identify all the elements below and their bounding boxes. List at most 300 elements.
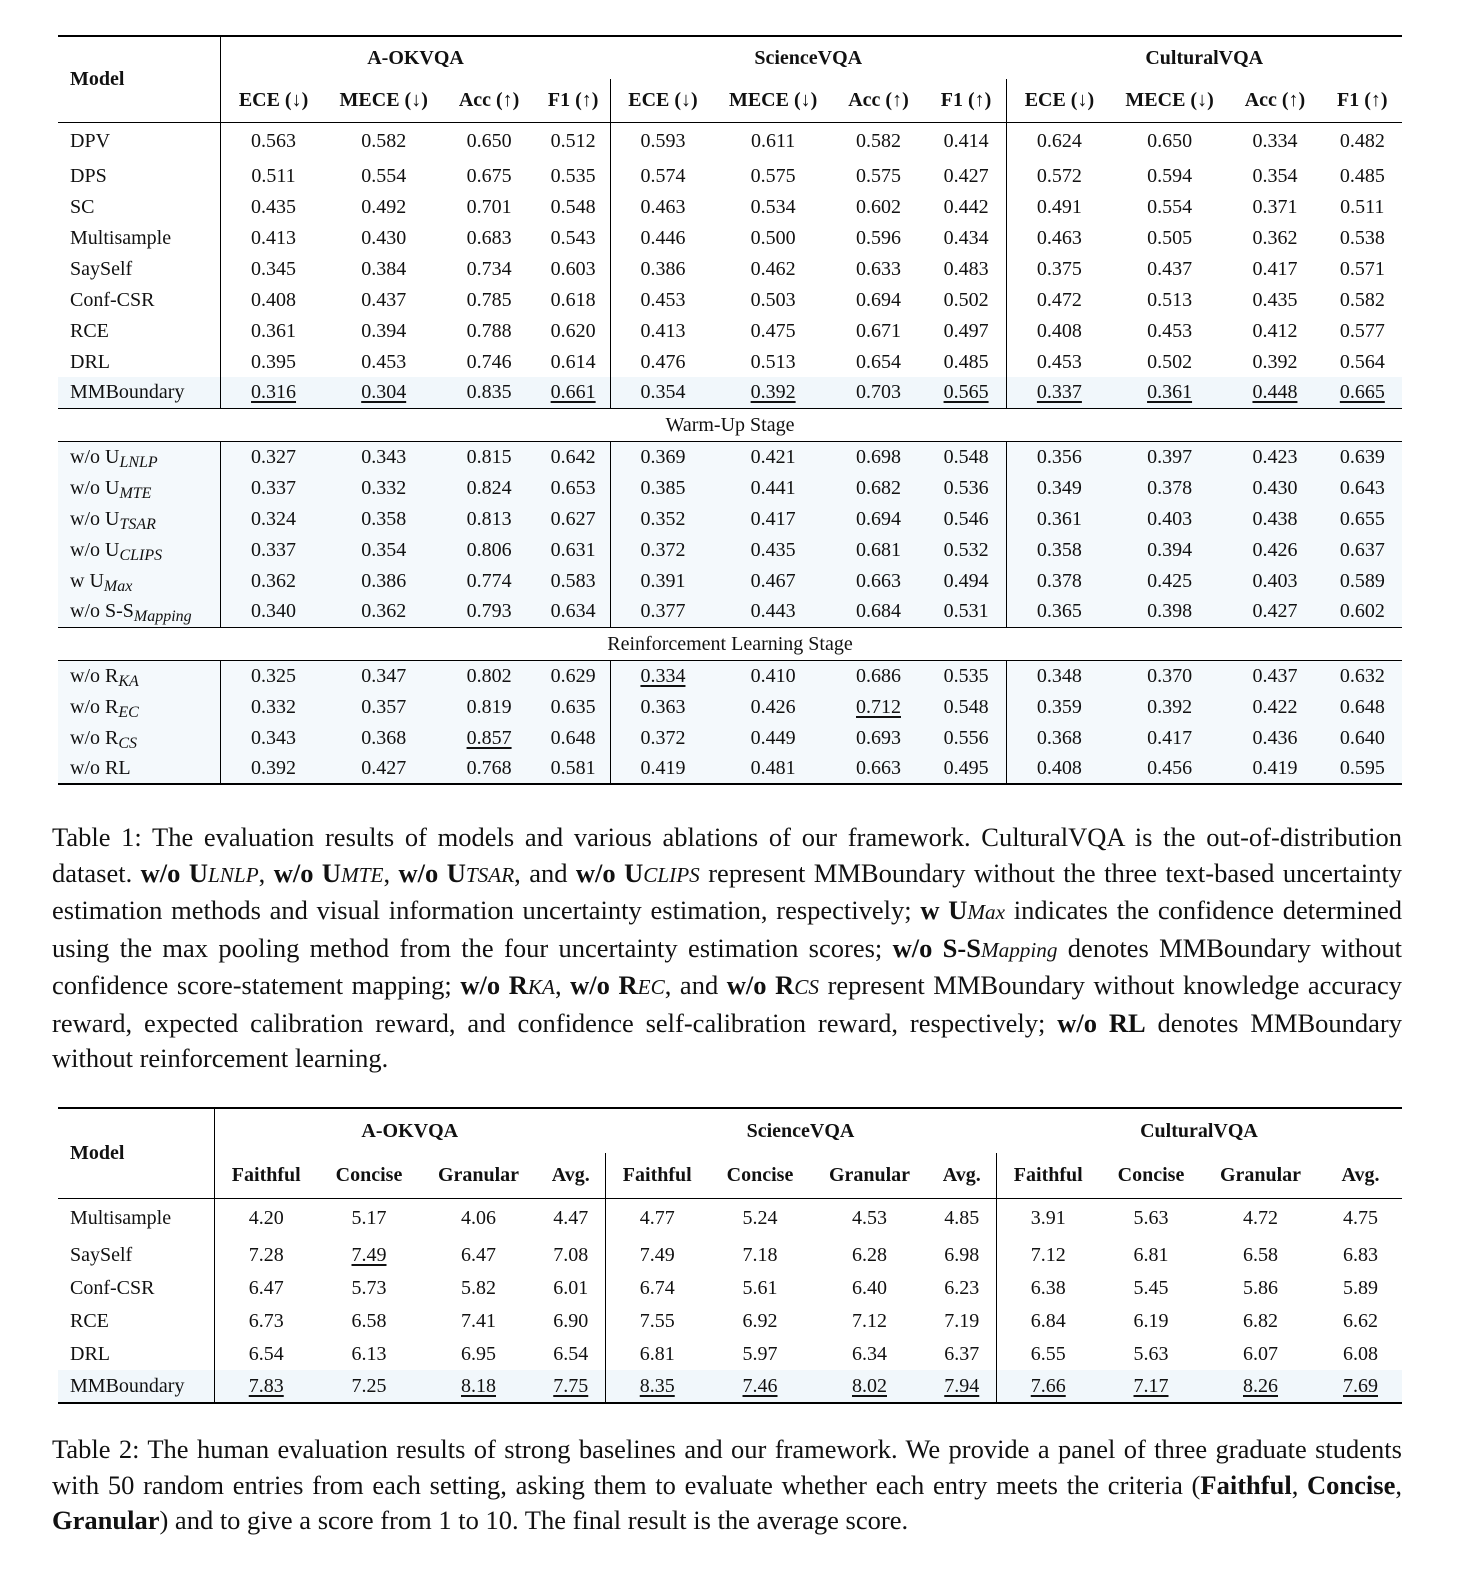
table-2 [58,1107,1402,1404]
model-name [58,596,221,627]
value-cell: 0.577 [1339,319,1385,342]
value-cell: 7.83 [214,1370,318,1403]
value-cell: 3.91 [996,1198,1100,1238]
value-cell: 0.340 [221,596,326,627]
value-cell: 0.494 [926,565,1006,596]
value-cell: 5.86 [1243,1276,1278,1299]
value-cell: 5.61 [742,1276,778,1299]
value-cell: 0.362 [221,565,326,596]
value-cell: 0.701 [466,195,512,218]
metric-header: Avg. [537,1153,605,1198]
value-cell: 6.19 [1133,1309,1169,1332]
value-cell: 0.426 [1227,534,1322,565]
value-cell: 0.694 [856,288,901,311]
value-cell: 0.768 [441,753,536,784]
value-cell: 6.40 [852,1276,887,1299]
group-header: ScienceVQA [605,1108,996,1153]
value-cell: 0.698 [831,441,926,472]
value-cell: 0.435 [1252,288,1298,311]
value-cell: 6.54 [553,1342,589,1365]
metric-header: Granular [811,1153,928,1198]
value-cell: 0.377 [610,596,715,627]
value-cell: 0.437 [1147,257,1193,280]
value-cell: 0.639 [1323,441,1402,472]
model-name: SaySelf [70,257,133,280]
value-cell: 0.370 [1112,660,1227,691]
value-cell: 0.463 [1006,222,1111,253]
value-cell: 0.802 [441,660,536,691]
value-cell: 0.427 [326,753,441,784]
value-cell: 0.686 [831,660,926,691]
value-cell: 0.361 [1006,503,1111,534]
value-cell: 7.17 [1100,1370,1202,1403]
value-cell: 0.505 [1147,226,1193,249]
stage-header-row [58,627,1402,660]
table-row [58,503,1402,534]
value-cell: 0.614 [550,350,596,373]
value-cell: 0.363 [610,691,715,722]
caption-term: w/o S-S [892,932,981,963]
caption-subscript: LNLP [208,862,259,887]
value-cell: 0.443 [715,596,830,627]
table-2-body [58,1198,1402,1403]
value-cell: 0.375 [1006,253,1111,284]
value-cell: 5.82 [461,1276,496,1299]
caption-term: w/o R [726,970,795,1000]
value-cell: 6.58 [1243,1243,1278,1266]
caption-text: The evaluation results of models and various ablations of our framework. CulturalVQA is the out-of-distribution dataset. [52,822,1403,888]
value-cell: 0.589 [1323,565,1402,596]
caption-text: , and [514,857,576,888]
value-cell: 6.74 [605,1271,709,1304]
value-cell: 0.423 [1227,441,1322,472]
model-name: DPS [70,164,107,187]
metric-header: Acc (↑) [441,79,536,122]
value-cell: 0.582 [831,122,926,160]
value-cell: 0.337 [1006,377,1111,408]
value-cell: 0.785 [466,288,512,311]
value-cell: 0.347 [326,660,441,691]
caption-term: w U [920,895,968,925]
value-cell: 0.703 [831,377,926,408]
value-cell: 0.548 [926,691,1006,722]
caption-subscript: CS [794,975,819,999]
value-cell: 0.397 [1112,441,1227,472]
table-row [58,1198,1402,1238]
value-cell: 0.354 [610,377,715,408]
table-row [58,191,1402,222]
value-cell: 0.430 [361,226,407,249]
value-cell: 0.413 [610,315,715,346]
caption-text: , and [664,970,727,1000]
value-cell: 0.368 [1006,722,1111,753]
value-cell: 0.813 [441,503,536,534]
value-cell: 0.581 [537,753,610,784]
value-cell: 0.583 [537,565,610,596]
value-cell: 0.663 [831,753,926,784]
caption-term: w/o RL [1057,1007,1146,1038]
model-header: Model [58,36,221,122]
value-cell: 7.69 [1319,1370,1402,1403]
value-cell: 0.602 [856,195,901,218]
value-cell: 0.497 [943,319,989,342]
value-cell: 0.446 [610,222,715,253]
value-cell: 0.536 [926,472,1006,503]
stage-header-row [58,408,1402,441]
value-cell: 0.631 [537,534,610,565]
model-name: MMBoundary [58,377,221,408]
group-header: A-OKVQA [221,36,610,79]
value-cell: 6.58 [351,1309,387,1332]
value-cell: 7.18 [742,1243,778,1266]
model-name: RCE [70,319,109,342]
value-cell: 0.398 [1112,596,1227,627]
ablation-subscript: CS [118,734,138,752]
model-name [58,722,221,753]
value-cell: 0.502 [943,288,989,311]
value-cell: 0.593 [610,122,715,160]
value-cell: 7.12 [996,1238,1100,1271]
value-cell: 0.361 [1112,377,1227,408]
value-cell: 0.357 [326,691,441,722]
stage-title: Warm-Up Stage [58,408,1402,441]
model-name [58,565,221,596]
caption-term: w/o U [398,857,466,888]
value-cell: 0.603 [550,257,596,280]
value-cell: 5.63 [1100,1198,1202,1238]
value-cell: 0.512 [537,122,610,160]
value-cell: 0.624 [1006,122,1111,160]
value-cell: 6.38 [996,1271,1100,1304]
value-cell: 0.653 [537,472,610,503]
value-cell: 0.332 [326,472,441,503]
value-cell: 6.34 [852,1342,887,1365]
value-cell: 8.35 [605,1370,709,1403]
value-cell: 0.437 [1227,660,1322,691]
table-row [58,596,1402,627]
value-cell: 0.633 [856,257,901,280]
metric-header: F1 (↑) [926,79,1006,122]
value-cell: 0.543 [550,226,596,249]
value-cell: 0.349 [1006,472,1111,503]
ablation-prefix: w/o U [70,507,120,530]
value-cell: 0.620 [550,319,596,342]
value-cell: 0.663 [831,565,926,596]
value-cell: 7.55 [605,1304,709,1337]
value-cell: 0.372 [610,722,715,753]
value-cell: 8.18 [420,1370,537,1403]
ablation-prefix: w/o R [70,695,119,718]
value-cell: 0.563 [221,122,326,160]
value-cell: 0.665 [1323,377,1402,408]
value-cell: 0.475 [750,319,796,342]
caption-label: Table 2: [52,1434,140,1464]
value-cell: 0.483 [943,257,989,280]
value-cell: 4.75 [1319,1198,1402,1238]
value-cell: 6.90 [553,1309,589,1332]
value-cell: 0.681 [831,534,926,565]
value-cell: 0.414 [926,122,1006,160]
value-cell: 0.441 [715,472,830,503]
value-cell: 0.643 [1323,472,1402,503]
table-row [58,160,1402,191]
value-cell: 6.07 [1243,1342,1278,1365]
value-cell: 6.73 [214,1304,318,1337]
value-cell: 0.394 [361,319,407,342]
caption-text: represent MMBoundary without the three text-based uncertainty estimation methods and visual information uncertainty estimation, respectively; [52,857,1403,925]
value-cell: 0.572 [1006,160,1111,191]
model-header: Model [58,1108,214,1198]
value-cell: 0.492 [361,195,407,218]
value-cell: 8.26 [1202,1370,1319,1403]
ablation-prefix: w/o R [70,664,119,687]
value-cell: 7.49 [351,1243,387,1266]
ablation-subscript: MTE [119,484,152,502]
model-name [58,441,221,472]
table-row [58,1337,1402,1370]
value-cell: 0.327 [221,441,326,472]
table-row [58,565,1402,596]
value-cell: 0.408 [221,284,326,315]
value-cell: 6.28 [852,1243,887,1266]
table-row [58,222,1402,253]
table-row [58,284,1402,315]
value-cell: 0.693 [831,722,926,753]
metric-header: Concise [1100,1153,1202,1198]
value-cell: 0.334 [1227,122,1322,160]
value-cell: 0.503 [750,288,796,311]
value-cell: 0.535 [926,660,1006,691]
value-cell: 4.72 [1202,1198,1319,1238]
value-cell: 0.594 [1147,164,1193,187]
value-cell: 0.403 [1112,503,1227,534]
value-cell: 0.534 [750,195,796,218]
metric-header: Avg. [928,1153,996,1198]
value-cell: 0.632 [1323,660,1402,691]
value-cell: 0.675 [466,164,512,187]
value-cell: 0.372 [610,534,715,565]
value-cell: 7.25 [318,1370,420,1403]
value-cell: 0.857 [441,722,536,753]
metric-header: Faithful [214,1153,318,1198]
value-cell: 0.582 [1339,288,1385,311]
table-row [58,722,1402,753]
value-cell: 6.23 [944,1276,980,1299]
caption-term: w/o U [273,857,342,888]
value-cell: 7.08 [553,1243,589,1266]
caption-subscript: TSAR [465,862,515,887]
value-cell: 0.378 [1112,472,1227,503]
model-name: SC [70,195,95,218]
caption-text: denotes MMBoundary without reinforcement learning. [52,1007,1402,1073]
group-header: A-OKVQA [214,1108,605,1153]
caption-subscript: Mapping [980,937,1058,962]
metric-header: Faithful [996,1153,1100,1198]
value-cell: 0.554 [361,164,407,187]
value-cell: 0.467 [715,565,830,596]
value-cell: 0.538 [1339,226,1385,249]
value-cell: 0.618 [550,288,596,311]
caption-subscript: KA [527,975,555,999]
value-cell: 0.824 [441,472,536,503]
metric-header: F1 (↑) [537,79,610,122]
ablation-subscript: CLIPS [119,546,163,564]
value-cell: 0.535 [550,164,596,187]
ablation-prefix: w U [70,569,104,592]
value-cell: 4.06 [420,1198,537,1238]
value-cell: 0.425 [1112,565,1227,596]
value-cell: 0.345 [221,253,326,284]
value-cell: 0.482 [1323,122,1402,160]
model-name [58,472,221,503]
value-cell: 0.316 [221,377,326,408]
value-cell: 0.462 [750,257,796,280]
model-name: DRL [70,350,110,373]
value-cell: 0.511 [1340,195,1385,218]
value-cell: 0.532 [926,534,1006,565]
value-cell: 0.655 [1323,503,1402,534]
value-cell: 0.513 [750,350,796,373]
metric-header: Acc (↑) [1227,79,1322,122]
value-cell: 0.358 [326,503,441,534]
value-cell: 6.95 [461,1342,496,1365]
value-cell: 0.384 [361,257,407,280]
value-cell: 0.734 [466,257,512,280]
caption-text: ) and to give a score from 1 to 10. The final result is the average score. [159,1505,909,1535]
value-cell: 0.419 [1227,753,1322,784]
value-cell: 6.55 [996,1337,1100,1370]
caption-term: w/o U [140,857,208,888]
metric-header: F1 (↑) [1323,79,1402,122]
caption-text: , [1291,1469,1308,1500]
value-cell: 0.427 [943,164,989,187]
table-row [58,1304,1402,1337]
table-1-main-body [58,122,1402,408]
value-cell: 6.54 [214,1337,318,1370]
table-row [58,534,1402,565]
value-cell: 0.421 [715,441,830,472]
value-cell: 0.354 [1252,164,1298,187]
value-cell: 0.408 [1006,753,1111,784]
value-cell: 6.81 [1133,1243,1169,1266]
value-cell: 0.453 [1147,319,1193,342]
ablation-subscript: Max [103,577,133,595]
value-cell: 0.422 [1227,691,1322,722]
value-cell: 0.694 [831,503,926,534]
value-cell: 0.392 [715,377,830,408]
value-cell: 0.453 [1006,346,1111,377]
value-cell: 0.392 [1252,350,1298,373]
metric-header-row [58,79,1402,122]
value-cell: 0.356 [1006,441,1111,472]
value-cell: 6.81 [605,1337,709,1370]
value-cell: 0.650 [1112,122,1227,160]
value-cell: 0.417 [1252,257,1298,280]
value-cell: 0.435 [715,534,830,565]
caption-text: , [1395,1469,1402,1500]
value-cell: 0.806 [441,534,536,565]
value-cell: 0.683 [466,226,512,249]
ablation-prefix: w/o R [70,726,119,749]
value-cell: 5.45 [1133,1276,1169,1299]
table-1-caption [52,820,1402,1077]
model-name [58,660,221,691]
value-cell: 7.12 [852,1309,887,1332]
value-cell: 0.642 [537,441,610,472]
group-header: ScienceVQA [610,36,1006,79]
value-cell: 0.352 [610,503,715,534]
value-cell: 0.495 [926,753,1006,784]
value-cell: 0.337 [221,534,326,565]
model-name: MMBoundary [58,1370,214,1403]
value-cell: 0.362 [326,596,441,627]
value-cell: 0.385 [610,472,715,503]
value-cell: 0.426 [715,691,830,722]
value-cell: 0.634 [537,596,610,627]
value-cell: 0.368 [326,722,441,753]
value-cell: 0.369 [610,441,715,472]
value-cell: 0.343 [326,441,441,472]
value-cell: 0.378 [1006,565,1111,596]
table-row [58,346,1402,377]
value-cell: 6.62 [1343,1309,1378,1332]
value-cell: 0.337 [221,472,326,503]
value-cell: 0.395 [221,346,326,377]
table-2-caption [52,1432,1402,1539]
metric-header: MECE (↓) [1112,79,1227,122]
model-name [58,753,221,784]
metric-header: Granular [420,1153,537,1198]
value-cell: 5.63 [1133,1342,1169,1365]
caption-text: , [383,857,399,888]
caption-text: denotes MMBoundary without confidence score-statement mapping; [52,932,1402,1000]
group-header: CulturalVQA [996,1108,1402,1153]
value-cell: 0.417 [1112,722,1227,753]
ablation-subscript: KA [118,672,139,690]
model-name: SaySelf [70,1243,133,1266]
value-cell: 0.502 [1147,350,1193,373]
value-cell: 0.437 [361,288,407,311]
value-cell: 5.24 [709,1198,811,1238]
value-cell: 0.575 [856,164,901,187]
value-cell: 7.19 [944,1309,980,1332]
ablation-prefix: w/o S-S [70,600,134,623]
value-cell: 0.434 [943,226,989,249]
value-cell: 0.304 [326,377,441,408]
metric-header: ECE (↓) [221,79,326,122]
value-cell: 6.13 [351,1342,387,1365]
table-row [58,691,1402,722]
value-cell: 0.500 [750,226,796,249]
value-cell: 0.419 [610,753,715,784]
value-cell: 4.47 [537,1198,605,1238]
value-cell: 0.453 [361,350,407,373]
value-cell: 0.430 [1227,472,1322,503]
ablation-prefix: w/o U [70,538,120,561]
value-cell: 4.53 [811,1198,928,1238]
value-cell: 0.595 [1323,753,1402,784]
value-cell: 0.671 [856,319,901,342]
value-cell: 0.324 [221,503,326,534]
metric-header: MECE (↓) [715,79,830,122]
value-cell: 0.442 [943,195,989,218]
value-cell: 0.343 [221,722,326,753]
table-row [58,1238,1402,1271]
value-cell: 0.463 [610,191,715,222]
value-cell: 6.92 [742,1309,778,1332]
value-cell: 0.365 [1006,596,1111,627]
value-cell: 0.575 [750,164,796,187]
